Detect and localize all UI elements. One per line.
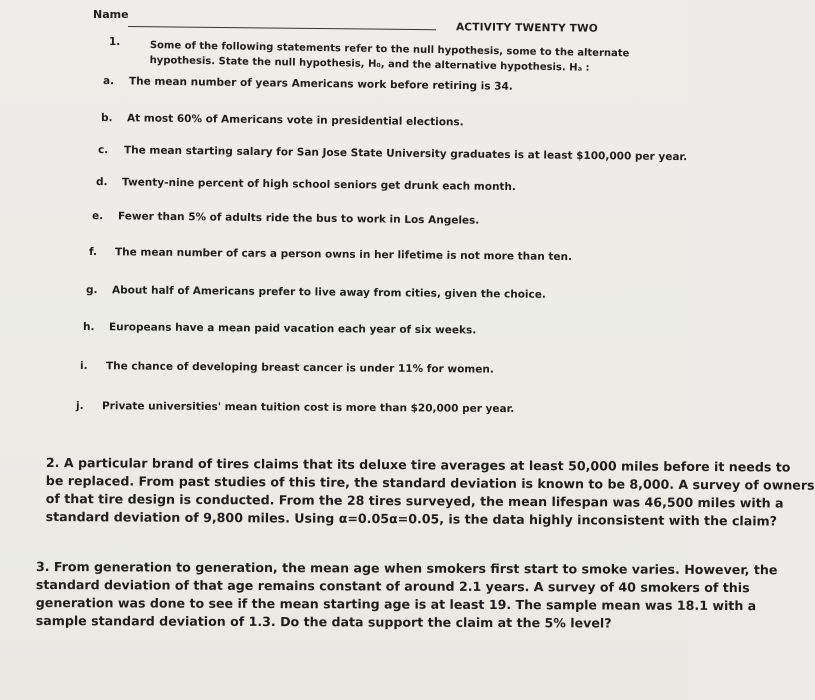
item-letter: f. [88, 246, 98, 259]
item-h [83, 321, 476, 336]
name-label: Name [93, 8, 129, 21]
question3 [36, 558, 778, 633]
item-letter: b. [100, 112, 113, 125]
item-text: Private universities' mean tuition cost is more than $20,000 per year. [101, 400, 515, 416]
question2-line: of that tire design is conducted. From the 28 tires surveyed, the mean lifespan was 46,500 miles with a [45, 490, 784, 511]
item-letter: d. [95, 176, 108, 189]
item-letter: i. [79, 360, 88, 373]
question2-line: 2. A particular brand of tires claims that its deluxe tire averages at least 50,000 miles before it needs to [45, 454, 791, 475]
item-text: Fewer than 5% of adults ride the bus to work in Los Angeles. [117, 210, 480, 227]
item-j [76, 400, 514, 415]
item-text: The mean number of cars a person owns in her lifetime is not more than ten. [114, 246, 573, 264]
item-b [101, 112, 464, 128]
item-letter: c. [97, 144, 109, 157]
item-text: About half of Americans prefer to live away from cities, given the choice. [111, 284, 546, 301]
item-text: The chance of developing breast cancer is under 11% for women. [105, 360, 494, 376]
item-letter: a. [102, 75, 115, 88]
item-letter: e. [91, 210, 104, 223]
item-text: The mean starting salary for San Jose State University graduates is at least $100,000 per year. [123, 144, 688, 164]
question3-line: generation was done to see if the mean starting age is at least 19. The sample mean was 18.1 with a [35, 594, 757, 614]
question1-number: 1. [109, 36, 121, 48]
question1-intro-line1: Some of the following statements refer to the null hypothesis, some to the alternate [149, 39, 630, 60]
item-text: Twenty-nine percent of high school seniors get drunk each month. [121, 176, 517, 194]
question3-line: sample standard deviation of 1.3. Do the data support the claim at the 5% level? [35, 612, 612, 631]
item-d [96, 176, 516, 193]
question2-line: standard deviation of 9,800 miles. Using α=0.05α=0.05, is the data highly inconsistent with the claim? [45, 508, 778, 529]
question2 [46, 454, 815, 531]
question3-line: 3. From generation to generation, the mean age when smokers first start to smoke varies. However, the [35, 559, 778, 578]
question3-line: standard deviation of that age remains constant of around 2.1 years. A survey of 40 smokers of this [35, 576, 750, 596]
item-letter: h. [82, 321, 95, 334]
item-c [98, 144, 687, 163]
item-text: Europeans have a mean paid vacation each year of six weeks. [108, 321, 477, 337]
item-g [86, 284, 546, 301]
name-blank-line [128, 26, 436, 30]
item-letter: g. [85, 284, 98, 297]
item-text: At most 60% of Americans vote in presidential elections. [126, 112, 464, 129]
item-f [89, 246, 572, 263]
activity-title: ACTIVITY TWENTY TWO [455, 21, 599, 35]
item-a [103, 75, 513, 93]
question2-line: be replaced. From past studies of this tire, the standard deviation is known to be 8,000. A survey of owners [45, 472, 815, 493]
item-i [80, 360, 494, 376]
item-text: The mean number of years Americans work before retiring is 34. [128, 75, 513, 93]
item-e [92, 210, 479, 227]
question1-intro [149, 38, 629, 76]
question1-intro-line2: hypothesis. State the null hypothesis, H₀, and the alternative hypothesis. Hₐ : [149, 54, 590, 74]
item-letter: j. [75, 400, 84, 413]
